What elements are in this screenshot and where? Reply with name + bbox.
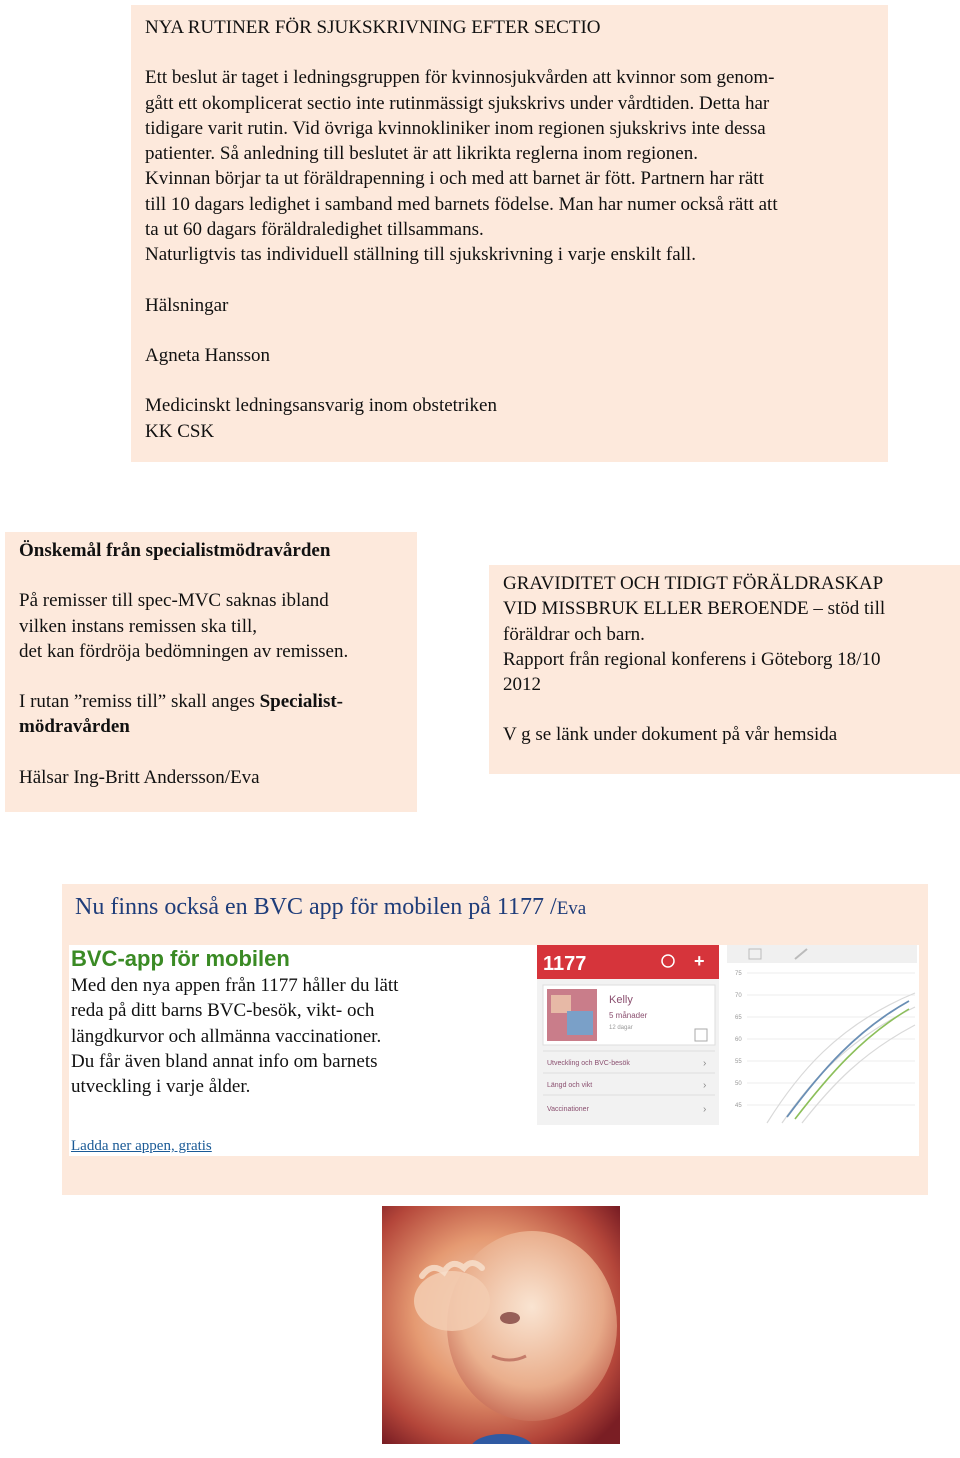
growth-axis-label: 45 <box>735 1103 742 1109</box>
sectio-title: NYA RUTINER FÖR SJUKSKRIVNING EFTER SECTIO <box>145 17 601 38</box>
menu-item-development: Utveckling och BVC-besök <box>547 1060 630 1067</box>
bvc-line: utveckling i varje ålder. <box>71 1076 251 1098</box>
sectio-greeting: Hälsningar <box>145 294 229 316</box>
sectio-line: tidigare varit rutin. Vid övriga kvinnokliniker inom regionen sjukskrivs inte dessa <box>145 117 766 139</box>
growth-axis-label: 55 <box>735 1059 742 1065</box>
sectio-role: Medicinskt ledningsansvarig inom obstetriken <box>145 395 497 417</box>
spec-signature: Hälsar Ing-Britt Andersson/Eva <box>19 766 260 788</box>
bvc-heading-text: Nu finns också en BVC app för mobilen på 1177 / <box>75 894 557 920</box>
spec-line: På remisser till spec-MVC saknas ibland <box>19 590 329 612</box>
spec-request-box <box>5 532 417 812</box>
spec-instruction-bold-2: mödravården <box>19 716 130 738</box>
sectio-unit: KK CSK <box>145 420 215 442</box>
sectio-line: gått ett okomplicerat sectio inte rutinmässigt sjukskrivs under vårdtiden. Detta har <box>145 92 770 114</box>
bvc-line: Du får även bland annat info om barnets <box>71 1050 378 1072</box>
bvc-app-description <box>71 973 471 1099</box>
chevron-right-icon: › <box>703 1058 707 1069</box>
spec-title: Önskemål från specialistmödravården <box>19 540 331 561</box>
growth-axis-label: 65 <box>735 1015 742 1021</box>
bvc-heading-suffix: Eva <box>556 898 587 919</box>
spec-instruction-bold: Specialist- <box>259 691 343 713</box>
spec-instruction <box>19 689 403 714</box>
bvc-line: Med den nya appen från 1177 håller du lätt <box>71 975 399 996</box>
app-screenshot-image <box>537 945 917 1125</box>
bvc-app-box <box>62 884 928 1195</box>
bvc-heading <box>75 892 586 924</box>
embryo-photo <box>382 1206 620 1444</box>
growth-axis-label: 70 <box>735 993 742 999</box>
bvc-line: reda på ditt barns BVC-besök, vikt- och <box>71 1000 375 1022</box>
spec-instruction-prefix: I rutan ”remiss till” skall anges <box>19 691 260 713</box>
menu-item-growth: Längd och vikt <box>547 1082 593 1089</box>
sectio-line: Kvinnan börjar ta ut föräldrapenning i och med att barnet är fött. Partnern har rätt <box>145 168 764 190</box>
sectio-line: patienter. Så anledning till beslutet är att likrikta reglerna inom regionen. <box>145 143 698 165</box>
download-app-link[interactable]: Ladda ner appen, gratis <box>71 1138 212 1154</box>
conference-line: 2012 <box>503 674 541 696</box>
child-name: Kelly <box>609 994 633 1006</box>
sectio-notice-box <box>131 5 888 462</box>
child-age-days: 12 dagar <box>609 1025 633 1031</box>
sectio-line: Naturligtvis tas individuell ställning till sjukskrivning i varje enskilt fall. <box>145 244 696 266</box>
sectio-line: ta ut 60 dagars föräldraledighet tillsammans. <box>145 219 484 241</box>
conference-line: föräldrar och barn. <box>503 623 645 645</box>
growth-axis-label: 50 <box>735 1081 742 1087</box>
spec-line: vilken instans remissen ska till, <box>19 615 258 637</box>
app-screen-right <box>727 945 917 1125</box>
menu-item-vaccinations: Vaccinationer <box>547 1106 589 1113</box>
chevron-right-icon: › <box>703 1080 707 1091</box>
sectio-author: Agneta Hansson <box>145 344 271 366</box>
chevron-right-icon: › <box>703 1104 707 1115</box>
plus-icon: + <box>694 951 705 971</box>
growth-axis-label: 75 <box>735 971 742 977</box>
conference-link-note: V g se länk under dokument på vår hemsida <box>503 724 838 746</box>
conference-line: VID MISSBRUK ELLER BEROENDE – stöd till <box>503 598 886 620</box>
sectio-line: till 10 dagars ledighet i samband med barnets födelse. Man har numer också rätt att <box>145 193 778 215</box>
conference-box <box>489 565 960 774</box>
conference-line: Rapport från regional konferens i Göteborg 18/10 <box>503 648 881 670</box>
bvc-line: längdkurvor och allmänna vaccinationer. <box>71 1025 382 1047</box>
app-brand: 1177 <box>543 953 587 975</box>
bvc-app-title: BVC-app för mobilen <box>71 946 290 971</box>
growth-axis-label: 60 <box>735 1037 742 1043</box>
sectio-line: Ett beslut är taget i ledningsgruppen för kvinnosjukvården att kvinnor som genom- <box>145 67 775 89</box>
spec-line: det kan fördröja bedömningen av remissen. <box>19 640 349 662</box>
child-age-months: 5 månader <box>609 1011 648 1020</box>
conference-line: GRAVIDITET OCH TIDIGT FÖRÄLDRASKAP <box>503 573 884 594</box>
